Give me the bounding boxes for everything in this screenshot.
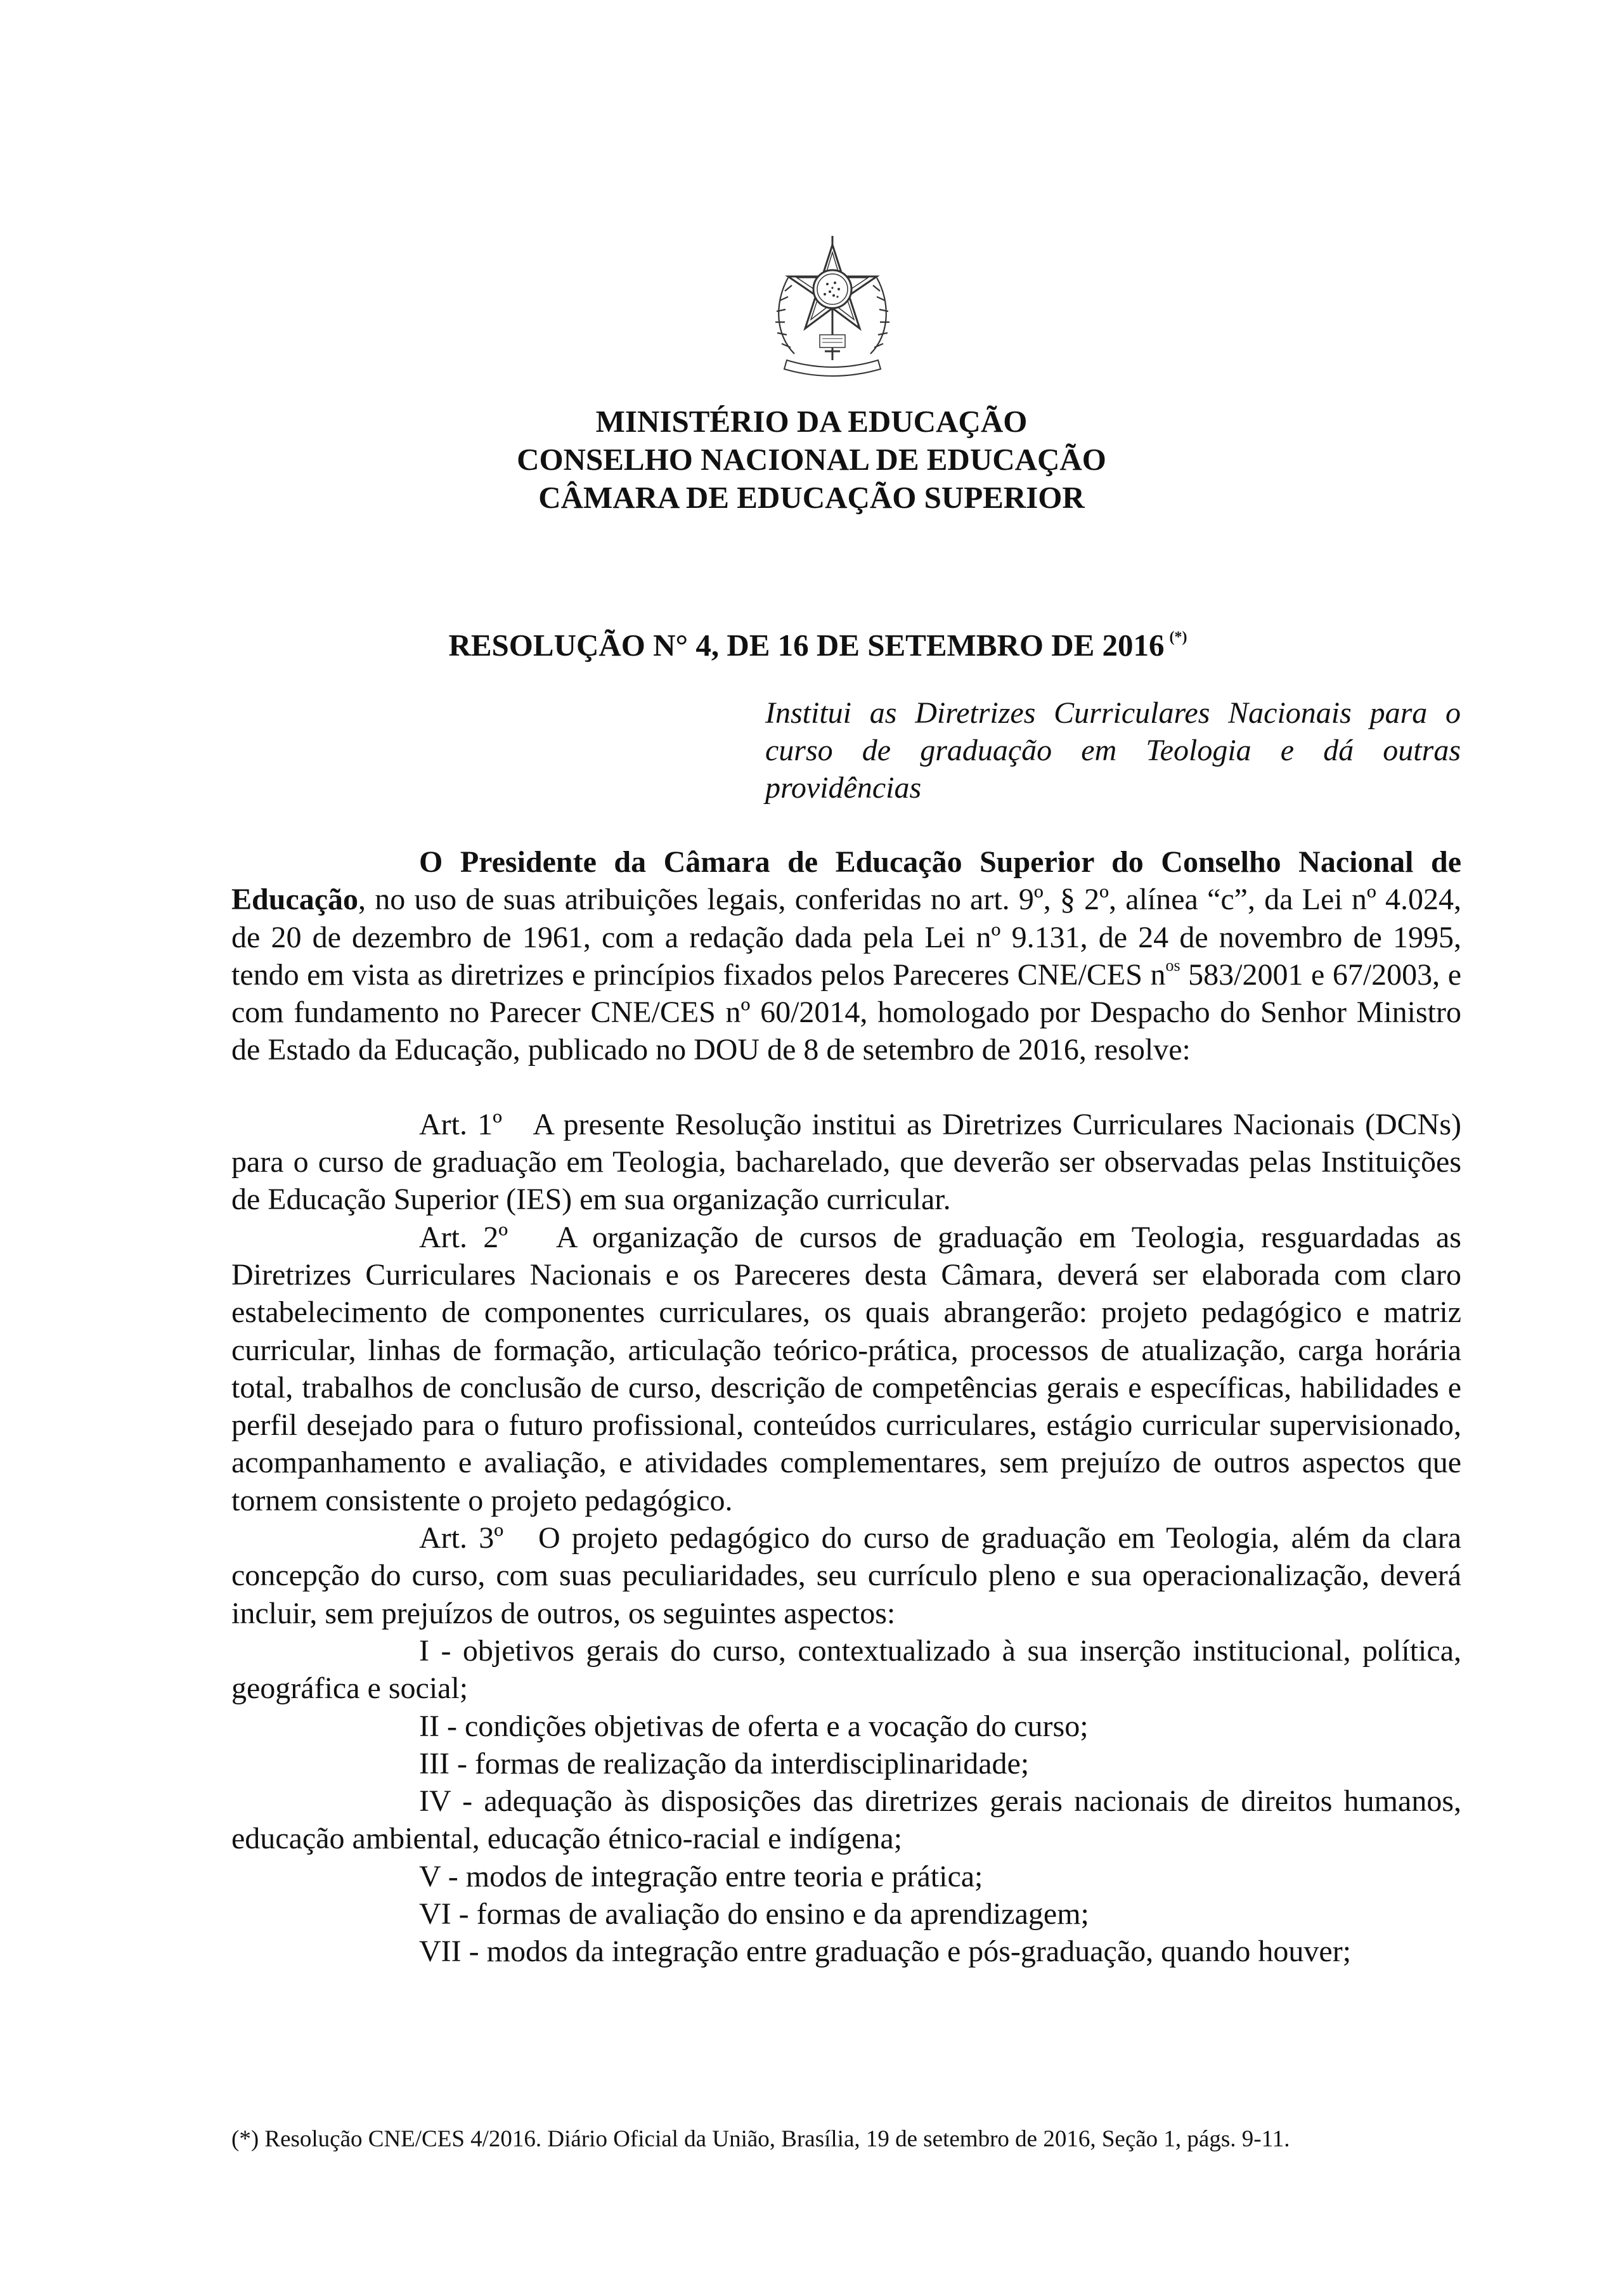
preamble-paragraph (231, 843, 1461, 1069)
article-3-text: O projeto pedagógico do curso de graduação em Teologia, além da clara concepção do curso, com suas peculiaridades, seu currículo pleno e sua operacionalização, deverá incluir, sem prejuízos de outros, os seguintes aspectos: (231, 1521, 1462, 1630)
list-item: V - modos de integração entre teoria e prática; (419, 1859, 983, 1893)
article-1-text: A presente Resolução institui as Diretrizes Curriculares Nacionais (DCNs) para o curso de graduação em Teologia, bacharelado, que deverão ser observadas pelas Instituições de Educação Superior (IES) em sua organização curricular. (231, 1107, 1462, 1217)
footnote-marker: (*) (1169, 629, 1187, 645)
preamble-text-b: 583/2001 e 67/2003, e com fundamento no Parecer CNE/CES nº 60/2014, homologado por Despacho do Senhor Ministro de Estado da Educação, publicado no DOU de 8 de setembro de 2016, resolve: (231, 957, 1461, 1067)
list-item: IV - adequação às disposições das diretrizes gerais nacionais de direitos humanos, educação ambiental, educação étnico-racial e indígena; (231, 1784, 1461, 1856)
list-item: I - objetivos gerais do curso, contextualizado à sua inserção institucional, política, geográfica e social; (231, 1633, 1461, 1706)
article-2-text: A organização de cursos de graduação em Teologia, resguardadas as Diretrizes Curriculares Nacionais e os Pareceres desta Câmara, deverá ser elaborada com claro estabelecimento de componentes curriculares, os quais abrangerão: projeto pedagógico e matriz curricular, linhas de formação, articulação teórico-prática, processos de atualização, carga horária total, trabalhos de conclusão de curso, descrição de competências gerais e específicas, habilidades e perfil desejado para o futuro profissional, conteúdos curriculares, estágio curricular supervisionado, acompanhamento e avaliação, e atividades complementares, sem prejuízo de outros aspectos que tornem consistente o projeto pedagógico. (231, 1220, 1461, 1517)
ministry-name: MINISTÉRIO DA EDUCAÇÃO (595, 404, 1028, 439)
resolution-body (231, 843, 1461, 1971)
article-1 (231, 1106, 1461, 1219)
article-3-label: Art. 3º (419, 1521, 504, 1555)
article-2-label: Art. 2º (419, 1220, 508, 1254)
resolution-summary: Institui as Diretrizes Curriculares Nacionais para o curso de graduação em Teologia e dá outras providências (765, 696, 1461, 805)
chamber-name: CÂMARA DE EDUCAÇÃO SUPERIOR (538, 480, 1085, 515)
list-item: II - condições objetivas de oferta e a vocação do curso; (419, 1709, 1089, 1743)
footnote: (*) Resolução CNE/CES 4/2016. Diário Oficial da União, Brasília, 19 de setembro de 2016, Seção 1, págs. 9-11. (231, 2126, 1290, 2152)
coat-of-arms-of-brazil-icon (769, 233, 896, 380)
resolution-title (0, 618, 1623, 665)
article-1-label: Art. 1º (419, 1107, 502, 1141)
preamble-text-a: , no uso de suas atribuições legais, conferidas no art. 9º, § 2º, alínea “c”, da Lei nº 4.024, de 20 de dezembro de 1961, com a redação dada pela Lei nº 9.131, de 24 de novembro de 1995, tendo em vista as diretrizes e princípios fixados pelos Pareceres CNE/CES n (231, 883, 1461, 992)
article-3 (231, 1519, 1461, 1632)
preamble-authority: O Presidente da Câmara de Educação Superior do Conselho Nacional de Educação (231, 845, 1461, 917)
preamble-superscript: os (1165, 956, 1180, 975)
article-2 (231, 1219, 1461, 1519)
resolution-title-text: RESOLUÇÃO N° 4, DE 16 DE SETEMBRO DE 2016 (448, 628, 1165, 663)
list-item: VI - formas de avaliação do ensino e da aprendizagem; (419, 1897, 1089, 1931)
list-item: VII - modos da integração entre graduação e pós-graduação, quando houver; (419, 1935, 1352, 1969)
council-name: CONSELHO NACIONAL DE EDUCAÇÃO (517, 442, 1106, 477)
letterhead (0, 403, 1623, 517)
list-item: III - formas de realização da interdisciplinaridade; (419, 1746, 1030, 1780)
